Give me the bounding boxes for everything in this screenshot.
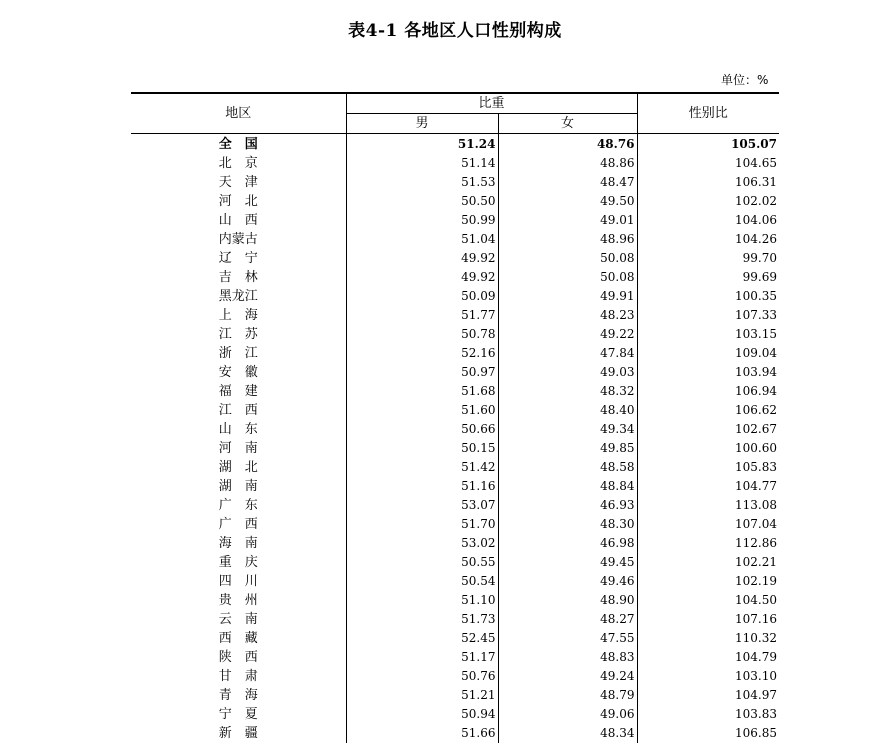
sex-ratio-cell: 112.86 — [637, 534, 779, 553]
sex-ratio-cell: 106.31 — [637, 173, 779, 192]
sex-ratio-cell: 103.94 — [637, 363, 779, 382]
female-share-cell: 49.34 — [498, 420, 637, 439]
female-share-cell: 50.08 — [498, 268, 637, 287]
table-row — [131, 629, 779, 648]
sex-ratio-cell: 107.16 — [637, 610, 779, 629]
population-sex-table — [131, 92, 779, 743]
male-share-cell: 51.04 — [346, 230, 498, 249]
region-name-cell: 吉 林 — [131, 268, 346, 287]
male-share-cell: 50.66 — [346, 420, 498, 439]
table-row — [131, 306, 779, 325]
sex-ratio-cell: 113.08 — [637, 496, 779, 515]
female-share-cell: 49.22 — [498, 325, 637, 344]
region-name-cell: 江 西 — [131, 401, 346, 420]
sex-ratio-cell: 105.07 — [637, 134, 779, 155]
female-share-cell: 48.32 — [498, 382, 637, 401]
region-name-cell: 四 川 — [131, 572, 346, 591]
sex-ratio-cell: 102.67 — [637, 420, 779, 439]
sex-ratio-cell: 110.32 — [637, 629, 779, 648]
region-name-cell: 宁 夏 — [131, 705, 346, 724]
region-name-cell: 陕 西 — [131, 648, 346, 667]
female-share-cell: 49.46 — [498, 572, 637, 591]
female-share-cell: 49.45 — [498, 553, 637, 572]
sex-ratio-cell: 107.33 — [637, 306, 779, 325]
female-share-cell: 48.96 — [498, 230, 637, 249]
male-share-cell: 50.94 — [346, 705, 498, 724]
male-share-cell: 50.78 — [346, 325, 498, 344]
table-row — [131, 724, 779, 743]
region-name-cell: 重 庆 — [131, 553, 346, 572]
sex-ratio-cell: 104.77 — [637, 477, 779, 496]
region-name-cell: 全 国 — [131, 134, 346, 155]
male-share-cell: 50.54 — [346, 572, 498, 591]
sex-ratio-cell: 104.06 — [637, 211, 779, 230]
sex-ratio-cell: 104.97 — [637, 686, 779, 705]
table-row-total — [131, 134, 779, 155]
female-share-cell: 48.83 — [498, 648, 637, 667]
female-share-cell: 48.86 — [498, 154, 637, 173]
table-row — [131, 363, 779, 382]
table-row — [131, 496, 779, 515]
table-header — [131, 93, 779, 134]
female-share-cell: 49.01 — [498, 211, 637, 230]
region-name-cell: 云 南 — [131, 610, 346, 629]
male-share-cell: 51.73 — [346, 610, 498, 629]
sex-ratio-cell: 99.70 — [637, 249, 779, 268]
table-row — [131, 648, 779, 667]
region-name-cell: 北 京 — [131, 154, 346, 173]
table-row — [131, 686, 779, 705]
female-share-cell: 48.90 — [498, 591, 637, 610]
region-name-cell: 安 徽 — [131, 363, 346, 382]
female-share-cell: 47.55 — [498, 629, 637, 648]
region-name-cell: 上 海 — [131, 306, 346, 325]
header-proportion: 比重 — [346, 93, 637, 114]
region-name-cell: 广 西 — [131, 515, 346, 534]
page-title: 表4-1 各地区人口性别构成 — [0, 16, 886, 41]
female-share-cell: 50.08 — [498, 249, 637, 268]
male-share-cell: 50.55 — [346, 553, 498, 572]
table-row — [131, 477, 779, 496]
sex-ratio-cell: 106.94 — [637, 382, 779, 401]
male-share-cell: 52.16 — [346, 344, 498, 363]
male-share-cell: 51.14 — [346, 154, 498, 173]
male-share-cell: 51.16 — [346, 477, 498, 496]
region-name-cell: 海 南 — [131, 534, 346, 553]
female-share-cell: 49.24 — [498, 667, 637, 686]
table-row — [131, 458, 779, 477]
female-share-cell: 48.79 — [498, 686, 637, 705]
table-row — [131, 344, 779, 363]
male-share-cell: 50.99 — [346, 211, 498, 230]
male-share-cell: 51.21 — [346, 686, 498, 705]
table-row — [131, 211, 779, 230]
table-row — [131, 591, 779, 610]
region-name-cell: 湖 南 — [131, 477, 346, 496]
male-share-cell: 51.42 — [346, 458, 498, 477]
region-name-cell: 江 苏 — [131, 325, 346, 344]
sex-ratio-cell: 103.10 — [637, 667, 779, 686]
female-share-cell: 49.91 — [498, 287, 637, 306]
region-name-cell: 甘 肃 — [131, 667, 346, 686]
region-name-cell: 内蒙古 — [131, 230, 346, 249]
table-row — [131, 572, 779, 591]
region-name-cell: 黑龙江 — [131, 287, 346, 306]
region-name-cell: 天 津 — [131, 173, 346, 192]
table-body — [131, 134, 779, 743]
unit-label: 单位：% — [721, 71, 768, 88]
table-row — [131, 249, 779, 268]
male-share-cell: 53.07 — [346, 496, 498, 515]
region-name-cell: 河 南 — [131, 439, 346, 458]
sex-ratio-cell: 104.26 — [637, 230, 779, 249]
female-share-cell: 48.27 — [498, 610, 637, 629]
table-row — [131, 610, 779, 629]
male-share-cell: 52.45 — [346, 629, 498, 648]
male-share-cell: 51.68 — [346, 382, 498, 401]
header-male: 男 — [346, 114, 498, 134]
region-name-cell: 山 西 — [131, 211, 346, 230]
region-name-cell: 贵 州 — [131, 591, 346, 610]
table-row — [131, 154, 779, 173]
female-share-cell: 49.50 — [498, 192, 637, 211]
male-share-cell: 50.76 — [346, 667, 498, 686]
table-row — [131, 268, 779, 287]
table-row — [131, 667, 779, 686]
female-share-cell: 48.40 — [498, 401, 637, 420]
header-sex-ratio: 性别比 — [637, 93, 779, 134]
sex-ratio-cell: 106.62 — [637, 401, 779, 420]
female-share-cell: 46.93 — [498, 496, 637, 515]
male-share-cell: 51.77 — [346, 306, 498, 325]
sex-ratio-cell: 104.79 — [637, 648, 779, 667]
table-row — [131, 515, 779, 534]
table-row — [131, 439, 779, 458]
sex-ratio-cell: 103.83 — [637, 705, 779, 724]
table-row — [131, 401, 779, 420]
female-share-cell: 48.84 — [498, 477, 637, 496]
female-share-cell: 48.58 — [498, 458, 637, 477]
region-name-cell: 山 东 — [131, 420, 346, 439]
male-share-cell: 51.24 — [346, 134, 498, 155]
male-share-cell: 50.97 — [346, 363, 498, 382]
region-name-cell: 福 建 — [131, 382, 346, 401]
female-share-cell: 49.03 — [498, 363, 637, 382]
sex-ratio-cell: 102.21 — [637, 553, 779, 572]
female-share-cell: 47.84 — [498, 344, 637, 363]
region-name-cell: 辽 宁 — [131, 249, 346, 268]
male-share-cell: 49.92 — [346, 249, 498, 268]
male-share-cell: 51.66 — [346, 724, 498, 743]
region-name-cell: 湖 北 — [131, 458, 346, 477]
female-share-cell: 46.98 — [498, 534, 637, 553]
sex-ratio-cell: 102.19 — [637, 572, 779, 591]
sex-ratio-cell: 106.85 — [637, 724, 779, 743]
region-name-cell: 广 东 — [131, 496, 346, 515]
female-share-cell: 49.85 — [498, 439, 637, 458]
female-share-cell: 48.34 — [498, 724, 637, 743]
sex-ratio-cell: 105.83 — [637, 458, 779, 477]
table-row — [131, 230, 779, 249]
male-share-cell: 50.09 — [346, 287, 498, 306]
table-row — [131, 534, 779, 553]
header-female: 女 — [498, 114, 637, 134]
sex-ratio-cell: 104.65 — [637, 154, 779, 173]
region-name-cell: 西 藏 — [131, 629, 346, 648]
female-share-cell: 48.47 — [498, 173, 637, 192]
male-share-cell: 51.70 — [346, 515, 498, 534]
region-name-cell: 浙 江 — [131, 344, 346, 363]
sex-ratio-cell: 100.60 — [637, 439, 779, 458]
male-share-cell: 49.92 — [346, 268, 498, 287]
male-share-cell: 53.02 — [346, 534, 498, 553]
female-share-cell: 48.30 — [498, 515, 637, 534]
male-share-cell: 50.50 — [346, 192, 498, 211]
table-row — [131, 173, 779, 192]
table-row — [131, 325, 779, 344]
sex-ratio-cell: 100.35 — [637, 287, 779, 306]
region-name-cell: 青 海 — [131, 686, 346, 705]
table-row — [131, 420, 779, 439]
male-share-cell: 50.15 — [346, 439, 498, 458]
sex-ratio-cell: 109.04 — [637, 344, 779, 363]
sex-ratio-cell: 104.50 — [637, 591, 779, 610]
sex-ratio-cell: 107.04 — [637, 515, 779, 534]
sex-ratio-cell: 99.69 — [637, 268, 779, 287]
female-share-cell: 49.06 — [498, 705, 637, 724]
table-row — [131, 553, 779, 572]
table-row — [131, 382, 779, 401]
table-row — [131, 192, 779, 211]
header-region: 地区 — [131, 93, 346, 134]
female-share-cell: 48.23 — [498, 306, 637, 325]
region-name-cell: 河 北 — [131, 192, 346, 211]
male-share-cell: 51.10 — [346, 591, 498, 610]
table-row — [131, 287, 779, 306]
female-share-cell: 48.76 — [498, 134, 637, 155]
region-name-cell: 新 疆 — [131, 724, 346, 743]
male-share-cell: 51.60 — [346, 401, 498, 420]
table-row — [131, 705, 779, 724]
male-share-cell: 51.17 — [346, 648, 498, 667]
male-share-cell: 51.53 — [346, 173, 498, 192]
sex-ratio-cell: 103.15 — [637, 325, 779, 344]
sex-ratio-cell: 102.02 — [637, 192, 779, 211]
